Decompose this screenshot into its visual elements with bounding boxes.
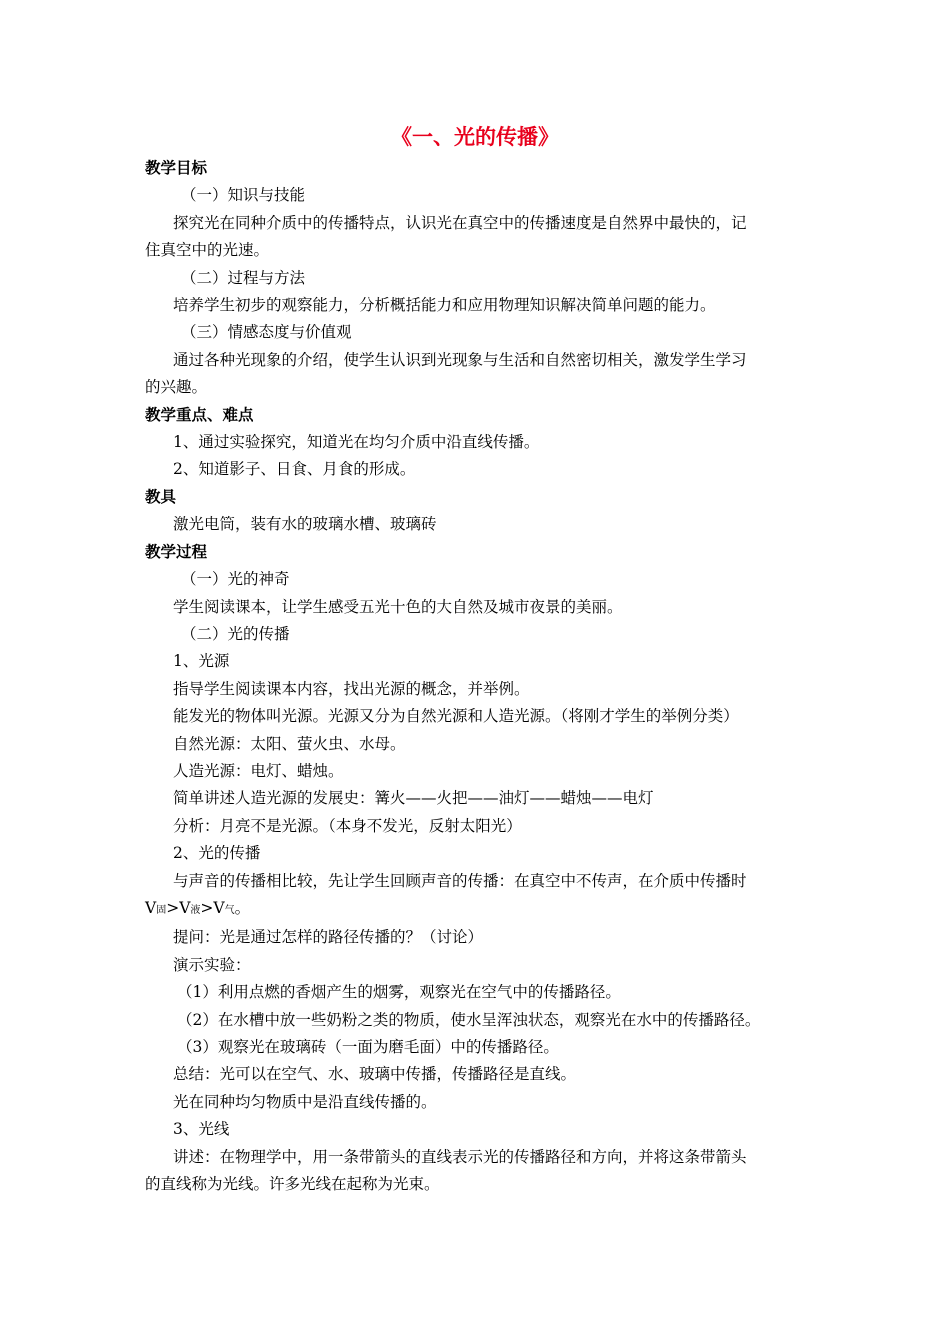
paragraph-line: 自然光源：太阳、萤火虫、水母。 [173,734,406,753]
document-body [145,155,805,1198]
numbered-heading: 2、光的传播 [173,844,261,863]
numbered-heading: 1、光源 [173,652,230,671]
formula-text: V [145,898,157,917]
list-item: （3）观察光在玻璃砖（一面为磨毛面）中的传播路径。 [177,1038,559,1056]
formula-subscript: 固 [156,904,167,916]
paragraph-line: 培养学生初步的观察能力，分析概括能力和应用物理知识解决简单问题的能力。 [173,296,716,315]
paragraph-line: 的直线称为光线。许多光线在起称为光束。 [145,1175,440,1194]
velocity-formula [145,895,805,924]
section-heading-goals: 教学目标 [145,159,208,177]
formula-text: >V [200,898,225,917]
formula-text: 。 [234,898,251,917]
list-item: 1、通过实验探究，知道光在均匀介质中沿直线传播。 [173,433,540,452]
section-heading-process: 教学过程 [145,542,208,561]
paragraph-line: 指导学生阅读课本内容，找出光源的概念，并举例。 [173,679,530,698]
list-item: （1）利用点燃的香烟产生的烟雾，观察光在空气中的传播路径。 [177,983,621,1002]
formula-subscript: 液 [190,904,201,916]
subheading-knowledge: （一）知识与技能 [181,186,306,205]
list-item: （2）在水槽中放一些奶粉之类的物质，使水呈浑浊状态，观察光在水中的传播路径。 [177,1010,761,1029]
formula-text: >V [166,898,191,917]
section-heading-keypoints: 教学重点、难点 [145,405,254,424]
subheading-wonder: （一）光的神奇 [181,570,290,589]
paragraph-line: 学生阅读课本，让学生感受五光十色的大自然及城市夜景的美丽。 [173,597,623,616]
paragraph-line: 讲述：在物理学中，用一条带箭头的直线表示光的传播路径和方向，并将这条带箭头 [173,1147,747,1166]
paragraph-line: 通过各种光现象的介绍，使学生认识到光现象与生活和自然密切相关，激发学生学习 [173,350,747,369]
paragraph-line: 演示实验： [173,955,251,974]
paragraph-line: 能发光的物体叫光源。光源又分为自然光源和人造光源。（将刚才学生的举例分类） [173,707,739,726]
list-item: 2、知道影子、日食、月食的形成。 [173,460,416,479]
paragraph-line: 光在同种均匀物质中是沿直线传播的。 [173,1092,437,1111]
paragraph-line: 总结：光可以在空气、水、玻璃中传播，传播路径是直线。 [173,1065,577,1084]
page-title: 《一、光的传播》 [391,124,559,149]
paragraph-line: 与声音的传播相比较，先让学生回顾声音的传播：在真空中不传声，在介质中传播时 [173,871,747,890]
paragraph-line: 人造光源：电灯、蜡烛。 [173,761,344,780]
paragraph-line: 激光电筒，装有水的玻璃水槽、玻璃砖 [173,515,437,534]
numbered-heading: 3、光线 [173,1120,230,1139]
subheading-process: （二）过程与方法 [181,268,306,287]
paragraph-line: 的兴趣。 [145,378,208,397]
subheading-attitude: （三）情感态度与价值观 [181,323,352,342]
subheading-propagation: （二）光的传播 [181,624,290,643]
paragraph-line: 探究光在同种介质中的传播特点，认识光在真空中的传播速度是自然界中最快的，记 [173,213,747,232]
paragraph-line: 分析：月亮不是光源。（本身不发光，反射太阳光） [173,816,522,835]
section-heading-tools: 教具 [145,487,177,506]
paragraph-line: 简单讲述人造光源的发展史：篝火——火把——油灯——蜡烛——电灯 [173,789,654,808]
paragraph-line: 住真空中的光速。 [145,241,270,260]
paragraph-line: 提问：光是通过怎样的路径传播的？（讨论） [173,928,484,947]
formula-subscript: 气 [224,904,235,916]
